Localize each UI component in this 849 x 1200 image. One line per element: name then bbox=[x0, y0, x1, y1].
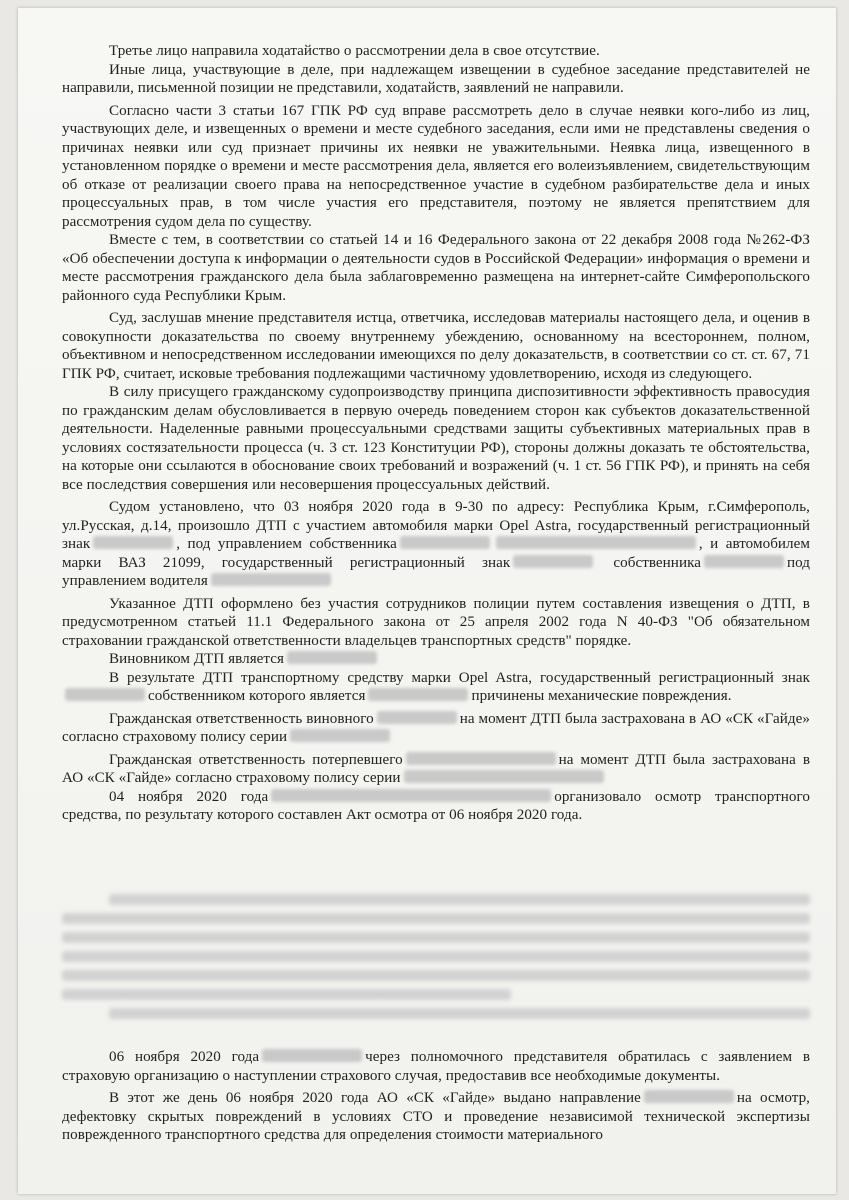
redacted-culprit bbox=[287, 651, 377, 664]
redacted-referral-recipient bbox=[644, 1090, 734, 1103]
redacted-plate bbox=[93, 536, 173, 549]
redacted-plate-3 bbox=[65, 688, 145, 701]
paragraph-no-police: Указанное ДТП оформлено без участия сотрудников полиции путем составления извещения о ДТП, в предусмотренном статьей 11.1 Федерального закона от 25 апреля 2002 года N 40-ФЗ "Об обязательном страховании гражданской ответственности владельцев транспортных средств" порядке. bbox=[62, 595, 810, 649]
redacted-owner-2 bbox=[704, 555, 784, 568]
redacted-paragraphs bbox=[62, 894, 810, 1042]
paragraph-culprit-insurance: Гражданская ответственность виновного на момент ДТП была застрахована в АО «СК «Гайде» согласно страховому полису серии bbox=[62, 710, 810, 745]
paragraph-court-assessment: Суд, заслушав мнение представителя истца, ответчика, исследовав материалы настоящего дела, и оценив в совокупности доказательства по своему внутреннему убеждению, основанному на всестороннем, полном, объективном и непосредственном исследовании имеющихся по делу доказательств, в соответствии со ст. ст. 67, 71 ГПК РФ, считает, исковые требования подлежащими частичному удовлетворению, исходя из следующего. bbox=[62, 310, 810, 382]
redacted-claimant bbox=[262, 1049, 362, 1062]
redacted-owner bbox=[400, 536, 490, 549]
paragraph-culprit: Виновником ДТП является bbox=[62, 650, 810, 669]
paragraph-claim-filed: 06 ноября 2020 года через полномочного представителя обратилась с заявлением в страховую организацию о наступлении страхового случая, предоставив все необходимые документы. bbox=[62, 1049, 810, 1084]
document-page bbox=[18, 8, 836, 1194]
redacted-victim bbox=[406, 752, 556, 765]
paragraph-victim-insurance: Гражданская ответственность потерпевшего на момент ДТП была застрахована в АО «СК «Гайде» согласно страховому полису серии bbox=[62, 751, 810, 786]
redacted-culprit-2 bbox=[377, 711, 457, 724]
paragraph-damage: В результате ДТП транспортному средству марки Opel Astra, государственный регистрационный знаксобственником которого является причинены механические повреждения. bbox=[62, 669, 810, 706]
paragraph-article-167: Согласно части 3 статьи 167 ГПК РФ суд вправе рассмотреть дело в случае неявки кого-либо из лиц, участвующих деле, и извещенных о времени и месте судебного заседания, если ими не представлены сведения о причинах неявки или суд признает причины их неявки не уважительными. Неявка лица, извещенного в установленном порядке о времени и месте рассмотрения дела, является его волеизъявлением, свидетельствующим об отказе от реализации своего права на непосредственное участие в судебном разбирательстве дела и иных процессуальных прав, в том числе участия его представителя, поэтому не является препятствием для рассмотрения судом дела по существу. bbox=[62, 102, 810, 230]
paragraph-other-parties: Иные лица, участвующие в деле, при надлежащем извещении в судебное заседание представителей не направили, письменной позиции не представили, ходатайств, заявлений не направили. bbox=[62, 61, 810, 96]
redacted-insurer-action bbox=[271, 789, 551, 802]
paragraph-third-party: Третье лицо направила ходатайство о рассмотрении дела в свое отсутствие. bbox=[109, 43, 600, 59]
redacted-owner-name bbox=[496, 536, 696, 549]
redacted-policy bbox=[290, 729, 390, 742]
redacted-policy-2 bbox=[404, 770, 604, 783]
court-decision-text bbox=[62, 42, 810, 825]
paragraph-accident-facts: Судом установлено, что 03 ноября 2020 года в 9-30 по адресу: Республика Крым, г.Симферополь, ул.Русская, д.14, произошло ДТП с участием автомобиля марки Opel Astra, государственный регистрационный знак , под управлением собственника , и автомобилем марки ВАЗ 21099, государственный регистрационный знак собственника под управлением водителя bbox=[62, 499, 811, 589]
paragraph-court-info-law: Вместе с тем, в соответствии со статьей 14 и 16 Федерального закона от 22 декабря 2008 года №262-ФЗ «Об обеспечении доступа к информации о деятельности судов в Российской Федерации» информация о времени и месте рассмотрения гражданского дела была заблаговременно размещена на интернет-сайте Симферопольского районного суда Республики Крым. bbox=[62, 232, 810, 304]
paragraph-inspection: 04 ноября 2020 года организовало осмотр транспортного средства, по результату которого составлен Акт осмотра от 06 ноября 2020 года. bbox=[62, 788, 810, 823]
redacted-driver bbox=[211, 573, 331, 586]
paragraph-dispositivity: В силу присущего гражданскому судопроизводству принципа диспозитивности эффективность правосудия по гражданским делам обусловливается в первую очередь поведением сторон как субъектов доказательственной деятельности. Наделенные равными процессуальными средствами защиты субъективных материальных прав в условиях состязательности процесса (ч. 3 ст. 123 Конституции РФ), стороны должны доказать те обстоятельства, на которые они ссылаются в обоснование своих требований и возражений (ч. 1 ст. 56 ГПК РФ), и принять на себя все последствия совершения или несовершения процессуальных действий. bbox=[62, 384, 810, 493]
redacted-plate-2 bbox=[513, 555, 593, 568]
court-decision-text-lower bbox=[62, 1048, 810, 1145]
paragraph-referral: В этот же день 06 ноября 2020 года АО «СК «Гайде» выдано направление на осмотр, дефектовку скрытых повреждений в условиях СТО и проведение независимой технической экспертизы поврежденного транспортного средства для определения стоимости материального bbox=[62, 1090, 810, 1143]
redacted-owner-3 bbox=[368, 688, 468, 701]
